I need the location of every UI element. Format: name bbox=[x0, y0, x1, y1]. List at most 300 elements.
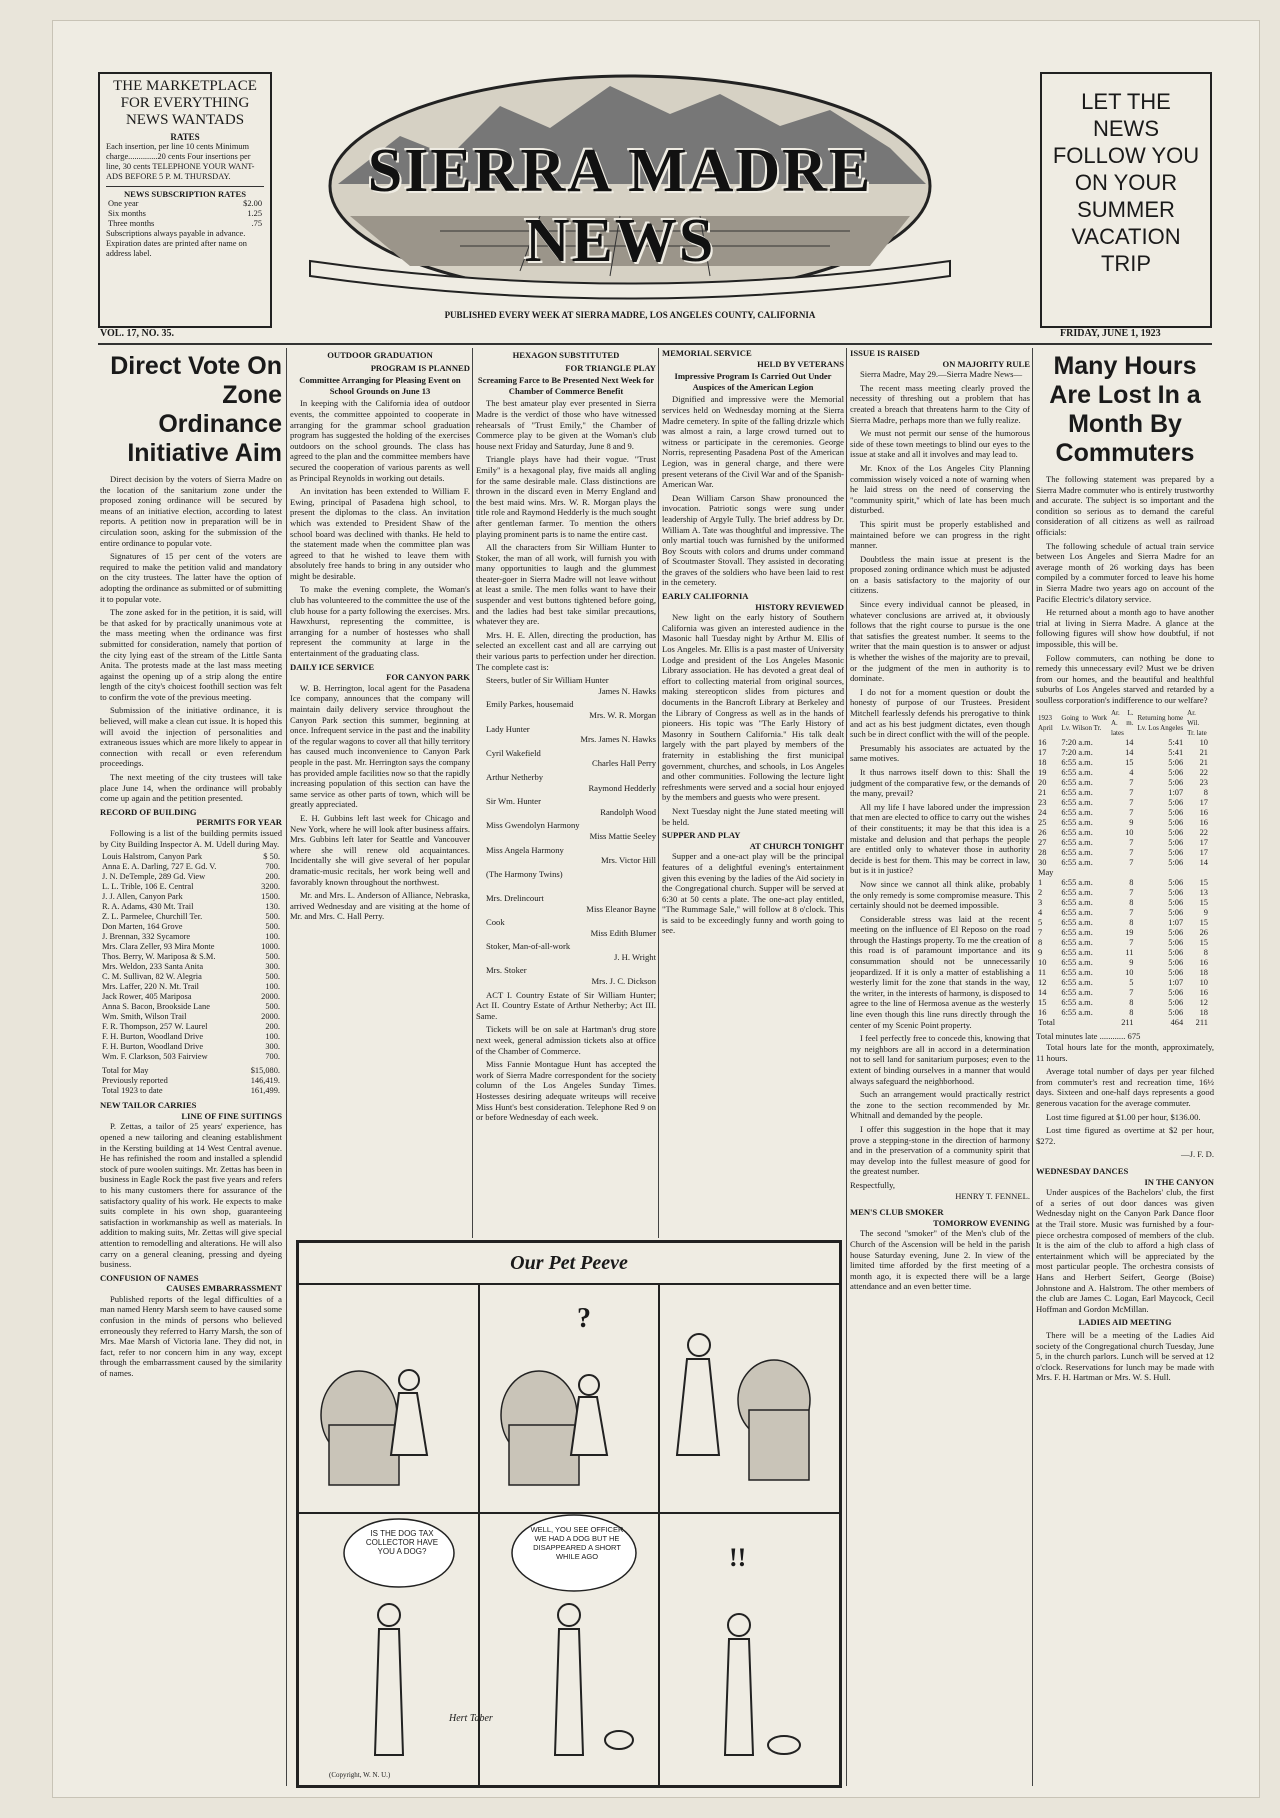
train-cell: 15 bbox=[1199, 918, 1208, 928]
train-cell: 6:55 a.m. bbox=[1061, 928, 1093, 938]
train-row bbox=[1036, 758, 1214, 768]
train-cell: 17 bbox=[1038, 748, 1047, 758]
train-cell: 4 bbox=[1038, 908, 1043, 918]
train-cell: 25 bbox=[1038, 818, 1047, 828]
cast-entry bbox=[476, 941, 656, 962]
permit-value: 3200. bbox=[261, 882, 280, 892]
train-cell: 10 bbox=[1199, 738, 1208, 748]
train-cell: 18 bbox=[1038, 758, 1047, 768]
commuters-para: Lost time figured as overtime at $2 per hour, $272. bbox=[1036, 1125, 1214, 1146]
train-cell: 7 bbox=[1129, 798, 1134, 808]
train-cell: 6:55 a.m. bbox=[1061, 838, 1093, 848]
permit-row bbox=[100, 882, 282, 892]
letter-para: Such an arrangement would practically restrict the zone to the section recommended by Mr. Whitnall and demanded by the people. bbox=[850, 1089, 1030, 1121]
cast-role: Cyril Wakefield bbox=[486, 747, 541, 758]
train-cell: 6:55 a.m. bbox=[1061, 938, 1093, 948]
vacation-box bbox=[1040, 72, 1212, 328]
cast-actor: J. H. Wright bbox=[614, 951, 656, 962]
train-col-header: Ar. Wil. Tr. late bbox=[1187, 709, 1207, 738]
tailor-text: P. Zettas, a tailor of 25 years' experience, has opened a new tailoring and cleaning establishment in the Kersting building at 14 West Central avenue. He has refinished the room and installed a splendid stock of pure woolen suitings. Mr. Zettas has been in business in Eagle Rock the past five years and refers to his many customers there for assurance of the satisfactory quality of his work. He expects to make suits complete in his own shop, guaranteeing satisfaction in workmanship as well as materials. In addition to making suits, Mr. Zettas will give special attention to remodelling and alterations. He will also carry on a general cleaning, pressing and dyeing business. bbox=[100, 1121, 282, 1270]
permit-name: Anna E. A. Darling, 727 E. Gd. V. bbox=[102, 862, 217, 872]
permit-name: Wm. Smith, Wilson Trail bbox=[102, 1012, 187, 1022]
zone-headline: Direct Vote On Zone Ordinance Initiative Aim bbox=[110, 352, 282, 467]
train-cell: 18 bbox=[1199, 968, 1208, 978]
cast-entry bbox=[476, 965, 656, 986]
train-row bbox=[1036, 798, 1214, 808]
zone-para: Direct decision by the voters of Sierra Madre on the location of the sanitarium zone under the proposed zoning ordinance will be secured by means of an initiative election, according to latest reports. A petition now in preparation will be in circulation soon, asking for the submission of the entire ordinance to popular vote. bbox=[100, 474, 282, 548]
cartoon-panel bbox=[296, 1240, 842, 1788]
cast-list bbox=[476, 675, 656, 986]
letter-para: I feel perfectly free to concede this, knowing that my neighbors are all in accord in a determination not to sell land for sanitarium purposes; even to the extent of binding ourselves in a manner that would always safeguard the neighborhood. bbox=[850, 1033, 1030, 1086]
train-cell: 5:06 bbox=[1168, 758, 1184, 768]
train-cell: 4 bbox=[1129, 768, 1134, 778]
train-cell: 6:55 a.m. bbox=[1061, 798, 1093, 808]
train-cell: 6:55 a.m. bbox=[1061, 778, 1093, 788]
permit-value: 1000. bbox=[261, 942, 280, 952]
permits-intro: Following is a list of the building permits issued by City Building Inspector A. M. Udell during May. bbox=[100, 828, 282, 849]
subscription-text: Subscriptions always payable in advance. Expiration dates are printed after name on address label. bbox=[106, 229, 247, 258]
train-cell: 7 bbox=[1129, 838, 1134, 848]
permits-table bbox=[100, 852, 282, 1062]
cast-entry bbox=[476, 869, 656, 890]
train-cell: 6:55 a.m. bbox=[1061, 908, 1093, 918]
cast-entry bbox=[476, 845, 656, 866]
train-cell: 5:06 bbox=[1168, 818, 1184, 828]
total-value: 161,499. bbox=[250, 1086, 280, 1096]
train-cell: 8 bbox=[1129, 998, 1134, 1008]
cast-role: Steers, butler of Sir William Hunter bbox=[486, 675, 609, 686]
smoker-head: MEN'S CLUB SMOKER bbox=[850, 1207, 944, 1218]
train-cell: 6:55 a.m. bbox=[1061, 1008, 1093, 1018]
permit-row bbox=[100, 942, 282, 952]
cast-actor: Mrs. W. R. Morgan bbox=[589, 710, 656, 720]
total-value: 464 bbox=[1170, 1018, 1184, 1028]
commuters-summary: Total hours late for the month, approximately, 11 hours. bbox=[1036, 1042, 1214, 1063]
permit-name: Don Marten, 164 Grove bbox=[102, 922, 183, 932]
permit-value: 500. bbox=[265, 972, 280, 982]
letter-para: Presumably his associates are actuated by the same motives. bbox=[850, 742, 1030, 764]
train-cell: 6:55 a.m. bbox=[1061, 768, 1093, 778]
train-cell: 14 bbox=[1038, 988, 1047, 998]
train-cell: 7 bbox=[1129, 988, 1134, 998]
letter-para: All my life I have labored under the impression that men are elected to office to carry out the wishes of their constituents; it may be that this idea is a mistake and delusion and that perhaps the people are entitled only to whatever those in authority decide is best for them. This may be correct in law, but is it in justice? bbox=[850, 801, 1030, 876]
train-cell: 6:55 a.m. bbox=[1061, 988, 1093, 998]
train-row bbox=[1036, 998, 1214, 1008]
letter-para: Doubtless the main issue at present is the proposed zoning ordinance which must be adjusted on a basis satisfactory to the majority of our citizens. bbox=[850, 553, 1030, 596]
train-cell: 6:55 a.m. bbox=[1061, 898, 1093, 908]
permit-value: 100. bbox=[265, 1032, 280, 1042]
permit-value: 700. bbox=[265, 1052, 280, 1062]
permit-name: Wm. F. Clarkson, 503 Fairview bbox=[102, 1052, 208, 1062]
letter-para: It thus narrows itself down to this: Shall the judgment of the comparative few, or the demands of the many, prevail? bbox=[850, 766, 1030, 799]
cast-actor: Mrs. J. C. Dickson bbox=[591, 976, 656, 987]
train-cell: 19 bbox=[1125, 928, 1134, 938]
marketplace-box bbox=[98, 72, 272, 328]
total-value: 211 bbox=[1121, 1018, 1134, 1028]
permit-name: J. Brennan, 332 Sycamore bbox=[102, 932, 191, 942]
train-cell: 20 bbox=[1038, 778, 1047, 788]
permit-value: 200. bbox=[265, 1022, 280, 1032]
train-cell: 9 bbox=[1129, 818, 1134, 828]
train-cell: 5:06 bbox=[1168, 768, 1184, 778]
cast-role: (The Harmony Twins) bbox=[486, 868, 563, 879]
graduation-para: To make the evening complete, the Woman's club has volunteered to the committee the use of the club house for a party following the exercises. Mrs. Hawxhurst, representing the committee, is arranging for a number of hostesses who shall represent the community at large in the entertainment of the graduating class. bbox=[290, 584, 470, 659]
graduation-deck: Committee Arranging for Pleasing Event on School Grounds on June 13 bbox=[299, 375, 461, 396]
commuters-para: The following schedule of actual train service between Los Angeles and Sierra Madre for an average month of 26 working days has been compiled by a commuter forced to leave his home in Sierra Madre two years ago on account of the Pacific Electric's dilatory service. bbox=[1036, 540, 1214, 604]
zone-para: Signatures of 15 per cent of the voters are required to make the petition valid and mandatory on the city trustees. The latter have the option of adopting the ordinance as submitted or of submitting it to popular vote. bbox=[100, 551, 282, 604]
train-cell: 8 bbox=[1203, 948, 1208, 958]
hexagon-para: Triangle plays have had their vogue. "Trust Emily" is a hexagonal play, five maids all angling for the same desirable male. Class distinctions are thrown in the discard even in Merry England and the best maid wins. Mrs. W. R. Morgan plays the title role and Raymond Hedderly is the much sought after gentleman farmer. To mention the others playing prominent parts is to name the entire cast. bbox=[476, 454, 656, 539]
train-cell: 9 bbox=[1038, 948, 1043, 958]
train-col-header: Going to Work Lv. Wilson Tr. bbox=[1061, 714, 1107, 733]
hexagon-deck: Screaming Farce to Be Presented Next Week for Chamber of Commerce Benefit bbox=[477, 375, 655, 396]
hexagon-head: FOR TRIANGLE PLAY bbox=[565, 362, 656, 373]
train-row bbox=[1036, 878, 1214, 888]
train-cell: 19 bbox=[1038, 768, 1047, 778]
permit-row bbox=[100, 972, 282, 982]
zone-para: Submission of the initiative ordinance, it is believed, will make a clean cut issue. It is hoped this will avoid the injection of personalities and extraneous issues which are more likely to appear in connection with recall or even referendum proceedings. bbox=[100, 705, 282, 769]
history-para: New light on the early history of Southern California was given an interested audience in the Masonic hall Tuesday night by Arthur M. Ellis of Los Angeles. Mr. Ellis is a past master of University Lodge and president of the Los Angeles Masonic Library association. He has devoted a great deal of effort to collecting material from original sources, making stereopticon slides from pictures and documents in the Bancroft Library at Berkeley and the Library of Congress as well as in the hands of pioneers. His topic was "The Early History of Masonry in Southern California." His talk dealt largely with the part played by members of the fraternity in establishing the first municipal government, churches, and schools, in Los Angeles and other communities. Following the lecture light refreshments were served and a social hour enjoyed by the members and guests who were present. bbox=[662, 612, 844, 803]
train-cell: 5:06 bbox=[1168, 948, 1184, 958]
letter-para: I offer this suggestion in the hope that it may prove a stepping-stone in the direction of harmony and in the preservation of a community spirit that may develop into the fullest measure of good for the greatest number. bbox=[850, 1123, 1030, 1177]
train-cell: 5:06 bbox=[1168, 808, 1184, 818]
train-cell: 22 bbox=[1199, 768, 1208, 778]
history-para: Next Tuesday night the June stated meeting will be held. bbox=[662, 805, 844, 827]
permit-row bbox=[100, 922, 282, 932]
cast-role: Miss Angela Harmony bbox=[486, 844, 564, 855]
permit-name: F. H. Burton, Woodland Drive bbox=[102, 1032, 204, 1042]
train-cell: 6:55 a.m. bbox=[1061, 808, 1093, 818]
train-cell: 6:55 a.m. bbox=[1061, 968, 1093, 978]
train-cell: 5 bbox=[1129, 978, 1134, 988]
train-cell: 5:06 bbox=[1168, 908, 1184, 918]
train-cell: 6:55 a.m. bbox=[1061, 828, 1093, 838]
train-cell: 8 bbox=[1038, 938, 1043, 948]
supper-head: AT CHURCH TONIGHT bbox=[749, 840, 844, 851]
masthead-title: SIERRA MADRE NEWS bbox=[367, 137, 873, 275]
train-cell: 5:06 bbox=[1168, 798, 1184, 808]
train-cell: 5:06 bbox=[1168, 838, 1184, 848]
train-cell: 5:06 bbox=[1168, 888, 1184, 898]
cast-entry bbox=[476, 772, 656, 793]
train-cell: 16 bbox=[1038, 738, 1047, 748]
permit-value: 700. bbox=[265, 862, 280, 872]
permit-name: J. J. Allen, Canyon Park bbox=[102, 892, 183, 902]
masthead-tagline: PUBLISHED EVERY WEEK AT SIERRA MADRE, LOS ANGELES COUNTY, CALIFORNIA bbox=[444, 310, 816, 320]
permit-row bbox=[100, 992, 282, 1002]
names-head: CAUSES EMBARRASSMENT bbox=[166, 1283, 282, 1294]
train-cell: 5:06 bbox=[1168, 778, 1184, 788]
total-blank bbox=[1210, 1018, 1214, 1028]
train-cell: 5:06 bbox=[1168, 998, 1184, 1008]
train-cell: 27 bbox=[1038, 838, 1047, 848]
train-cell: 23 bbox=[1038, 798, 1047, 808]
permit-row bbox=[100, 982, 282, 992]
volume-number: VOL. 17, NO. 35. bbox=[100, 328, 174, 339]
commuters-headline: Many Hours Are Lost In a Month By Commuters bbox=[1049, 352, 1201, 467]
permit-name: L. L. Trible, 106 E. Central bbox=[102, 882, 194, 892]
train-cell: 1 bbox=[1038, 878, 1043, 888]
train-cell: 6:55 a.m. bbox=[1061, 878, 1093, 888]
train-cell: 16 bbox=[1199, 988, 1208, 998]
graduation-head: PROGRAM IS PLANNED bbox=[370, 362, 470, 373]
train-cell: 28 bbox=[1038, 848, 1047, 858]
graduation-para: In keeping with the California idea of outdoor events, the committee appointed to cooperate in arranging for the grammar school graduation program has suggested the holding of the exercises outdoors on the school grounds. The class has agreed to the plan and the committee members have secured the cooperation of various parents as well as Principal Reynolds in working out details. bbox=[290, 398, 470, 483]
permit-name: Louis Halstrom, Canyon Park bbox=[102, 852, 203, 862]
train-cell: 16 bbox=[1038, 1008, 1047, 1018]
train-cell: 6:55 a.m. bbox=[1061, 888, 1093, 898]
column-5 bbox=[850, 348, 1030, 1788]
train-cell: 14 bbox=[1199, 858, 1208, 868]
marketplace-title: THE MARKETPLACE FOR EVERYTHING NEWS WANTADS bbox=[113, 78, 257, 128]
month-label: May bbox=[1038, 868, 1054, 878]
acts-text: ACT I. Country Estate of Sir William Hunter; Act II. Country Estate of Arthur Netherby; Act III. Same. bbox=[476, 989, 656, 1021]
permit-name: F. R. Thompson, 257 W. Laurel bbox=[102, 1022, 208, 1032]
train-row bbox=[1036, 988, 1214, 998]
train-cell: 16 bbox=[1199, 958, 1208, 968]
majority-letter bbox=[850, 369, 1030, 1177]
supper-text: Supper and a one-act play will be the principal features of a delightful evening's entertainment given this evening by the ladies of the Aid society in the Congregational church. Supper will be served at 6:30 at 50 cents a plate. The one-act play entitled, "The Rummage Sale," will follow at 8 o'clock. This is said to be exceedingly funny and worth going to see. bbox=[662, 851, 844, 936]
commuters-para: Average total number of days per year filched from commuter's rest and recreation time, 16½ days. Sixteen and one-half days represents a good generous vacation for the average commuter. bbox=[1036, 1066, 1214, 1109]
cast-actor: Miss Edith Blumer bbox=[590, 927, 656, 938]
cast-role: Emily Parkes, housemaid bbox=[486, 699, 574, 710]
train-cell: 15 bbox=[1199, 878, 1208, 888]
train-cell: 17 bbox=[1199, 838, 1208, 848]
commuters-sign: —J. F. D. bbox=[1181, 1149, 1214, 1160]
train-cell: 7 bbox=[1129, 858, 1134, 868]
train-cell: 8 bbox=[1129, 898, 1134, 908]
train-row bbox=[1036, 948, 1214, 958]
permit-row bbox=[100, 1012, 282, 1022]
dances-head: WEDNESDAY DANCES bbox=[1036, 1166, 1129, 1176]
train-cell: 8 bbox=[1129, 878, 1134, 888]
train-cell: 5:06 bbox=[1168, 968, 1184, 978]
gubbins-text: E. H. Gubbins left last week for Chicago and New York, where he will look after business affairs. Mrs. Gubbins left later for Seattle and Vancouver where she will renew old acquaintances. Incidentally she will give several of her popular dramatic-music recitals, her work being well and favorably known throughout the northwest. bbox=[290, 812, 470, 887]
permit-value: 500. bbox=[265, 922, 280, 932]
train-cell: 12 bbox=[1038, 978, 1047, 988]
train-cell: 5:41 bbox=[1168, 738, 1184, 748]
subscription-title: NEWS SUBSCRIPTION RATES bbox=[123, 189, 247, 199]
memorial-head: MEMORIAL SERVICE bbox=[662, 348, 752, 358]
exclamation-marks: !! bbox=[729, 1543, 747, 1572]
masthead bbox=[290, 66, 990, 332]
train-cell: 21 bbox=[1199, 758, 1208, 768]
issue-date: FRIDAY, JUNE 1, 1923 bbox=[1060, 328, 1161, 339]
cast-entry bbox=[476, 699, 656, 720]
train-cell: 1:07 bbox=[1168, 918, 1184, 928]
permit-value: 2000. bbox=[261, 1012, 280, 1022]
permit-row bbox=[100, 932, 282, 942]
train-cell: 7 bbox=[1129, 888, 1134, 898]
letter-signature: HENRY T. FENNEL. bbox=[955, 1190, 1030, 1201]
hexagon-para: The best amateur play ever presented in Sierra Madre is the verdict of those who have witnessed rehearsals of "Trust Emily," the Chamber of Commerce play to be given at the Woman's club house next Friday and Saturday, June 8 and 9. bbox=[476, 398, 656, 451]
train-row bbox=[1036, 858, 1214, 868]
smoker-text: The second "smoker" of the Men's club of the Church of the Ascension will be held in the parish house Saturday evening, June 2. In view of the limited time afforded by the first meeting of a month ago, it is expected there will be a large attendance and an even better time. bbox=[850, 1228, 1030, 1292]
permit-value: 500. bbox=[265, 912, 280, 922]
permit-value: 100. bbox=[265, 932, 280, 942]
train-row bbox=[1036, 818, 1214, 828]
history-head: EARLY CALIFORNIA bbox=[662, 591, 749, 602]
cast-actor: Miss Eleanor Bayne bbox=[586, 903, 656, 914]
memorial-deck: Impressive Program Is Carried Out Under Auspices of the American Legion bbox=[674, 371, 832, 392]
train-cell: 7 bbox=[1129, 848, 1134, 858]
train-row bbox=[1036, 968, 1214, 978]
permit-value: 300. bbox=[265, 1042, 280, 1052]
train-row bbox=[1036, 888, 1214, 898]
train-cell: 5:06 bbox=[1168, 878, 1184, 888]
montague-text: Miss Fannie Montague Hunt has accepted the work of Sierra Madre correspondent for the society column of the Los Angeles Sunday Times. Hostesses desiring adequate writeups will receive Miss Hunt's best consideration. Telephone Red 9 on or before Wednesday of each week. bbox=[476, 1059, 656, 1123]
minutes-late: Total minutes late ............ 675 bbox=[1036, 1031, 1141, 1042]
train-cell: 22 bbox=[1199, 828, 1208, 838]
permit-name: Anna S. Bacon, Brookside Lane bbox=[102, 1002, 210, 1012]
cast-role: Sir Wm. Hunter bbox=[486, 796, 541, 807]
train-cell: 5:06 bbox=[1168, 828, 1184, 838]
history-head: HISTORY REVIEWED bbox=[755, 601, 844, 612]
permit-row bbox=[100, 952, 282, 962]
majority-head: ON MAJORITY RULE bbox=[942, 358, 1030, 369]
train-cell: 1:07 bbox=[1168, 978, 1184, 988]
train-cell: 8 bbox=[1203, 788, 1208, 798]
column-4 bbox=[662, 348, 844, 1238]
train-cell: 5:06 bbox=[1168, 928, 1184, 938]
letter-para: We must not permit our sense of the humorous side of these town meetings to blind our eyes to the issue at stake and all it involves and may lead to. bbox=[850, 428, 1030, 460]
cast-role: Arthur Netherby bbox=[486, 771, 544, 782]
permit-name: Jack Rower, 405 Mariposa bbox=[102, 992, 192, 1002]
commuters-para: He returned about a month ago to have another trial at living in Sierra Madre. A glance at the following figures will show how doubtful, if not impossible, this will be. bbox=[1036, 607, 1214, 649]
permit-name: F. H. Burton, Woodland Drive bbox=[102, 1042, 204, 1052]
permit-name: Mrs. Clara Zeller, 93 Mira Monte bbox=[102, 942, 215, 952]
cast-entry bbox=[476, 748, 656, 769]
train-cell: 15 bbox=[1125, 758, 1134, 768]
train-cell: 5:06 bbox=[1168, 958, 1184, 968]
commuters-intro: The following statement was prepared by a Sierra Madre commuter who is entirely trustworthy and accurate. The subject is so important and the condition so serious as to demand the careful consideration of all citizens as well as railroad officials: bbox=[1036, 474, 1214, 537]
cast-actor: Miss Mattie Seeley bbox=[589, 830, 656, 841]
train-cell: 30 bbox=[1038, 858, 1047, 868]
train-row bbox=[1036, 1008, 1214, 1018]
permit-row bbox=[100, 892, 282, 902]
permit-total-row bbox=[100, 1066, 282, 1076]
permit-row bbox=[100, 1002, 282, 1012]
rates-text: Each insertion, per line 10 cents Minimum charge..............20 cents Four insertions per line, 30 cents TELEPHONE YOUR WANT-ADS BEFORE 5 P. M. THURSDAY. bbox=[106, 142, 255, 181]
train-cell: 10 bbox=[1125, 828, 1134, 838]
train-cell: 5:41 bbox=[1168, 748, 1184, 758]
dances-text: Under auspices of the Bachelors' club, the first of a series of out door dances was given Wednesday night on the Canyon Park Dance floor at the Trail store. Music was furnished by a four-piece orchestra composed of members of the club. It is the aim of the club to afford a high class of entertainment which will be appreciated by the most particular people. The orchestra consists of Hans and Herbert Seifert, George (Boise) Johnstone and A. Halstrom. The other members of the club are James C. Logan, Earl Maycock, Cecil Hoffman and Gordon McMillan. bbox=[1036, 1187, 1214, 1314]
tickets-text: Tickets will be on sale at Hartman's drug store next week, general admission tickets also at office of the Chamber of Commerce. bbox=[476, 1024, 656, 1056]
train-cell: 1:07 bbox=[1168, 788, 1184, 798]
memorial-para: Dean William Carson Shaw pronounced the invocation. Patriotic songs were sung under leadership of Argyle Tully. The brief address by Dr. William A. Tate was thoughtful and impressive. The only martial touch was furnished by the uniformed Boy Scouts with colors and drums under command of Scoutmaster Stovall. They assisted in decorating the graves of the soldiers who have been laid to rest in the cemetery. bbox=[662, 492, 844, 588]
letter-para: Sierra Madre, May 29.—Sierra Madre News— bbox=[860, 369, 1023, 380]
train-cell: 14 bbox=[1125, 748, 1134, 758]
train-cell: 24 bbox=[1038, 808, 1047, 818]
train-cell: 6:55 a.m. bbox=[1061, 858, 1093, 868]
train-cell: 5:06 bbox=[1168, 858, 1184, 868]
train-cell: 10 bbox=[1199, 978, 1208, 988]
train-cell: 7:20 a.m. bbox=[1061, 738, 1093, 748]
train-row bbox=[1036, 788, 1214, 798]
speech-bubble-1: IS THE DOG TAX COLLECTOR HAVE YOU A DOG? bbox=[365, 1529, 439, 1556]
train-row bbox=[1036, 838, 1214, 848]
train-row bbox=[1036, 918, 1214, 928]
supper-head: SUPPER AND PLAY bbox=[662, 830, 741, 841]
train-row bbox=[1036, 898, 1214, 908]
commuters-para: Lost time figured at $1.00 per hour, $136.00. bbox=[1046, 1111, 1201, 1122]
train-cell: 5:06 bbox=[1168, 898, 1184, 908]
train-cell: 26 bbox=[1199, 928, 1208, 938]
train-cell: 26 bbox=[1038, 828, 1047, 838]
permit-row bbox=[100, 862, 282, 872]
train-col-header: 1923 April bbox=[1038, 714, 1053, 733]
permits-totals bbox=[100, 1066, 282, 1096]
cast-actor: Mrs. Victor Hill bbox=[601, 855, 656, 866]
permit-name: Thos. Berry, W. Mariposa & S.M. bbox=[102, 952, 216, 962]
graduation-para: An invitation has been extended to William F. Ewing, principal of Pasadena high school, to present the diplomas to the class. An invitation which was extended to President Shaw of the school board was declined with thanks. He held to the statement made when the committee plan was agreed to that he wished to leave them with absolutely free hands to bring in any outsider who might be desirable. bbox=[290, 486, 470, 581]
cast-role: Lady Hunter bbox=[486, 723, 530, 734]
train-cell: 8 bbox=[1129, 1008, 1134, 1018]
cast-role: Miss Gwendolyn Harmony bbox=[486, 820, 580, 831]
smoker-head: TOMORROW EVENING bbox=[933, 1217, 1030, 1228]
train-row bbox=[1036, 778, 1214, 788]
cast-role: Stoker, Man-of-all-work bbox=[486, 941, 571, 952]
train-cell: 5:06 bbox=[1168, 988, 1184, 998]
train-row bbox=[1036, 768, 1214, 778]
cast-actor: Mrs. James N. Hawks bbox=[580, 734, 656, 745]
aid-text: There will be a meeting of the Ladies Aid society of the Congregational church Tuesday, June 5, in the church parlors. Lunch will be served at 12 o'clock. Reservations for lunch may be made with Mrs. F. H. Hartman or Mrs. W. S. Hull. bbox=[1036, 1329, 1214, 1383]
zone-para: The next meeting of the city trustees will take place June 14, when the ordinance will probably come up again and the petition presented. bbox=[100, 772, 282, 804]
cartoon-title: Our Pet Peeve bbox=[299, 1243, 839, 1285]
train-total-row bbox=[1036, 1018, 1214, 1028]
commuters-para: Follow commuters, can nothing be done to remedy this unnecessary evil? Must we be driven from our homes, and the beautiful and healthful suburbs of Los Angeles starved and retarded by a soulless corporation's indifference to our welfare? bbox=[1036, 652, 1214, 705]
train-cell: 7 bbox=[1129, 808, 1134, 818]
subscription-rates: One year $2.00 Six months 1.25 Three months .75 bbox=[108, 199, 262, 228]
names-head: CONFUSION OF NAMES bbox=[100, 1272, 199, 1283]
train-cell: 6:55 a.m. bbox=[1061, 948, 1093, 958]
train-cell: 16 bbox=[1199, 818, 1208, 828]
column-2 bbox=[290, 348, 470, 1238]
permit-value: $ 50. bbox=[263, 852, 280, 862]
column-3 bbox=[476, 348, 656, 1238]
train-row bbox=[1036, 928, 1214, 938]
memorial-head: HELD BY VETERANS bbox=[757, 358, 844, 369]
total-label: Previously reported bbox=[102, 1076, 168, 1086]
train-cell: 3 bbox=[1038, 898, 1043, 908]
column-1 bbox=[100, 348, 282, 1788]
train-cell: 7 bbox=[1129, 908, 1134, 918]
train-row bbox=[1036, 848, 1214, 858]
hexagon-head: HEXAGON SUBSTITUTED bbox=[512, 350, 620, 360]
permit-row bbox=[100, 912, 282, 922]
permit-value: 200. bbox=[265, 872, 280, 882]
train-row bbox=[1036, 938, 1214, 948]
ice-head: FOR CANYON PARK bbox=[386, 672, 470, 683]
permit-value: 300. bbox=[265, 962, 280, 972]
train-row bbox=[1036, 908, 1214, 918]
train-cell: 6:55 a.m. bbox=[1061, 958, 1093, 968]
train-cell: 6:55 a.m. bbox=[1061, 918, 1093, 928]
train-row bbox=[1036, 978, 1214, 988]
permit-row bbox=[100, 1022, 282, 1032]
train-cell: 11 bbox=[1125, 948, 1134, 958]
column-6 bbox=[1036, 348, 1214, 1788]
train-cell: 6:55 a.m. bbox=[1061, 848, 1093, 858]
total-label: Total bbox=[1038, 1018, 1056, 1028]
train-cell: 7 bbox=[1129, 938, 1134, 948]
question-mark: ? bbox=[577, 1303, 591, 1334]
train-cell: 6:55 a.m. bbox=[1061, 788, 1093, 798]
permit-value: 2000. bbox=[261, 992, 280, 1002]
hexagon-para: Mrs. H. E. Allen, directing the production, has selected an excellent cast and all are carrying out their various parts to perfection under her direction. The complete cast is: bbox=[476, 629, 656, 672]
permit-name: Z. L. Parmelee, Churchill Ter. bbox=[102, 912, 203, 922]
letter-para: The recent mass meeting clearly proved the necessity of threshing out a problem that has created a breach that threatens harm to the City of Sierra Madre, perhaps more than we fully realize. bbox=[850, 382, 1030, 425]
